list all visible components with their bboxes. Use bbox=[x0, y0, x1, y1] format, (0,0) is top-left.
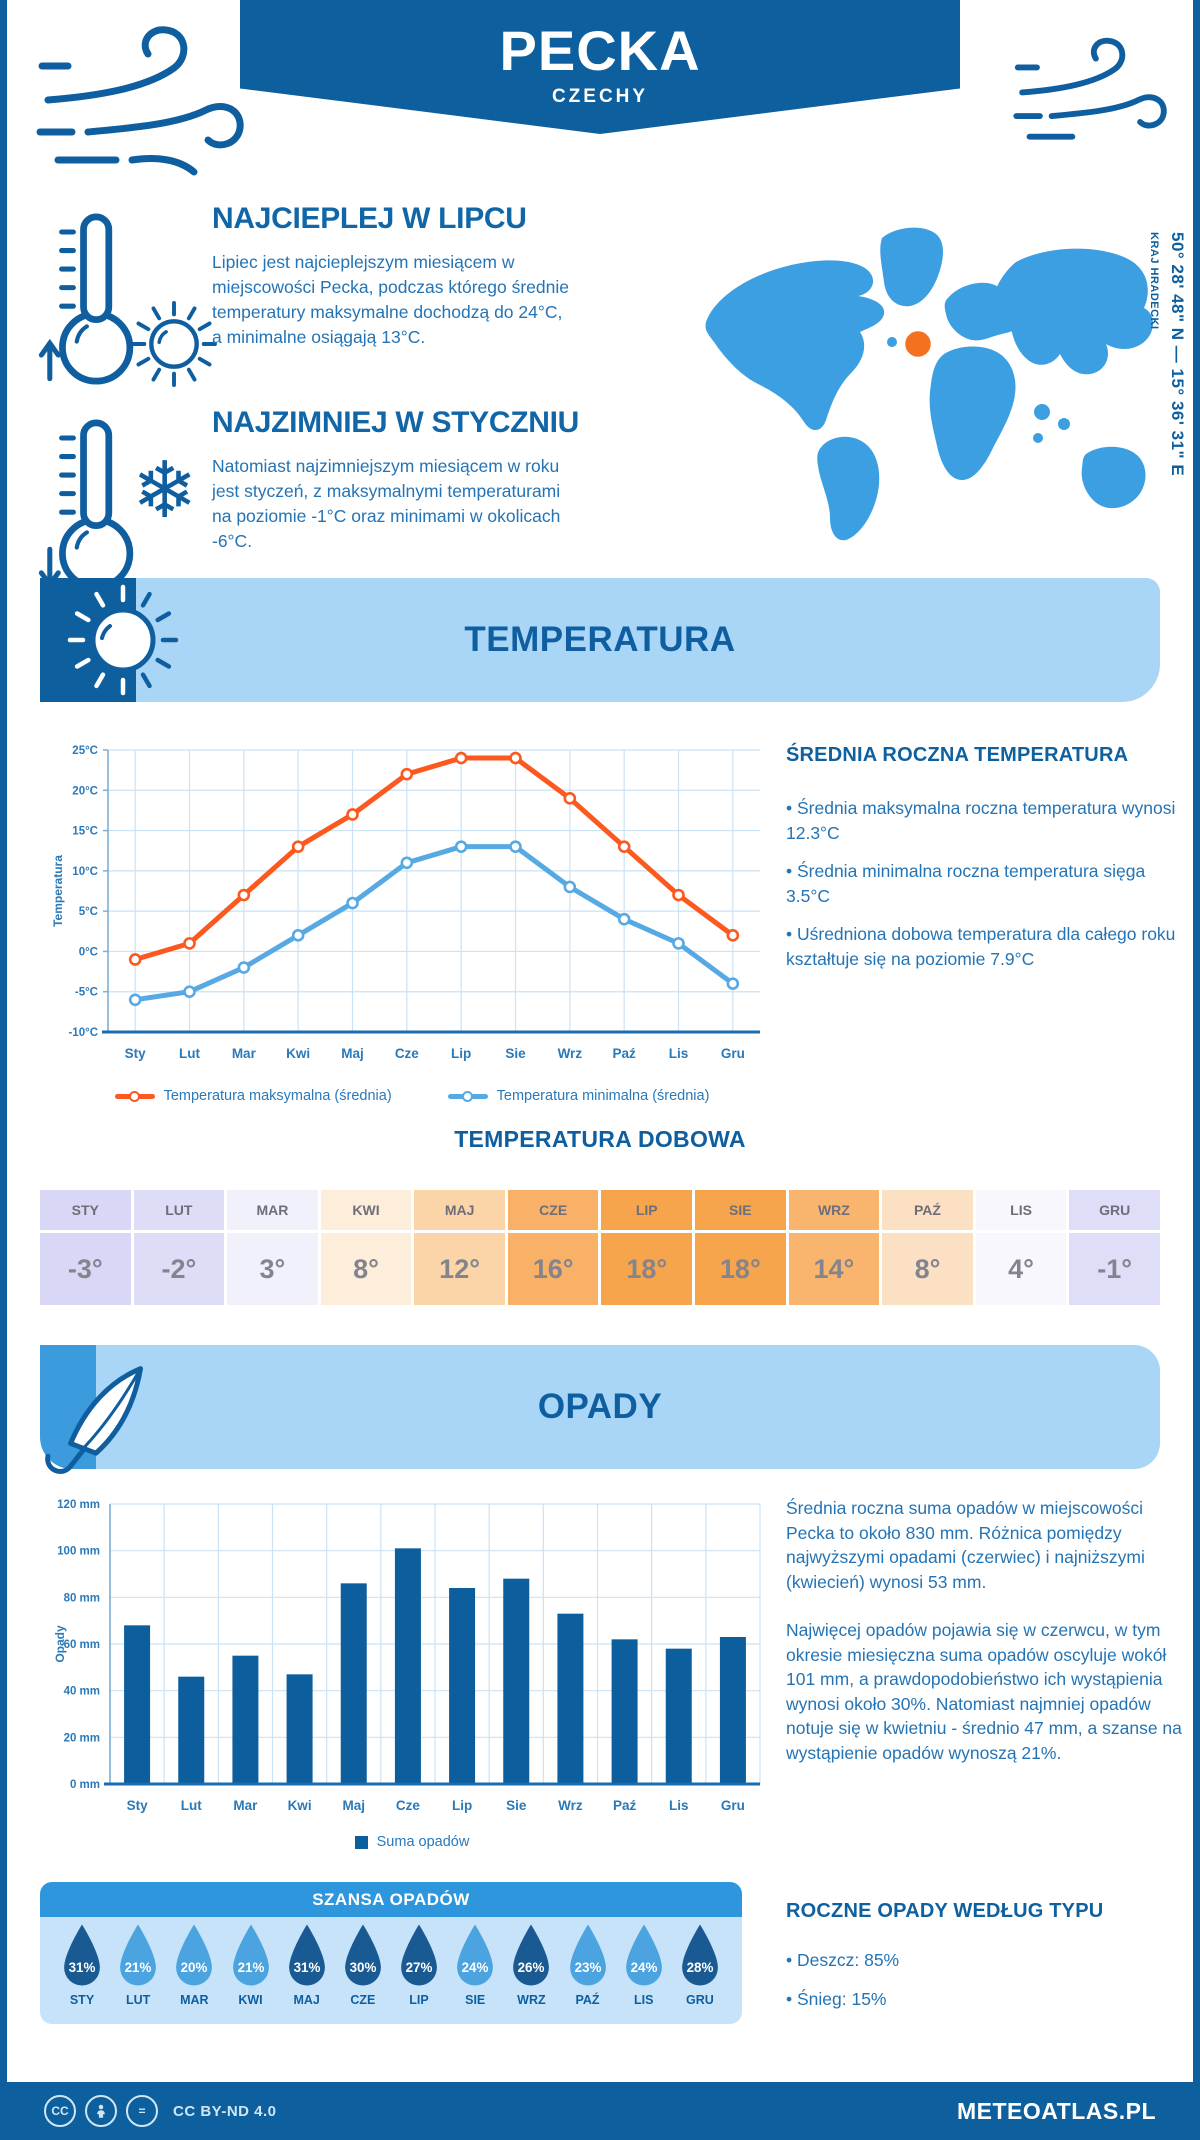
rain-chance-drop bbox=[505, 1923, 557, 2024]
coldest-text: Natomiast najzimniejszym miesiącem w roku jest styczeń, z maksymalnymi temperaturami na poziomie -1°C oraz minimami w okolicach -6°C. bbox=[212, 456, 561, 551]
svg-text:Lip: Lip bbox=[451, 1798, 473, 1813]
legend-max-label: Temperatura maksymalna (średnia) bbox=[163, 1088, 392, 1104]
svg-text:Kwi: Kwi bbox=[287, 1798, 312, 1813]
rain-chance-month: STY bbox=[69, 1993, 95, 2007]
svg-text:27%: 27% bbox=[405, 1960, 433, 1976]
precip-types-bullets bbox=[786, 1934, 1182, 2011]
rain-chance-month: CZE bbox=[350, 1993, 376, 2007]
legend-item-min bbox=[448, 1088, 710, 1104]
daily-temp-month: GRU bbox=[1069, 1190, 1160, 1230]
raindrop-icon bbox=[58, 1923, 106, 1990]
daily-temp-month: LUT bbox=[134, 1190, 225, 1230]
rain-chance-drop bbox=[168, 1923, 220, 2024]
svg-text:Gru: Gru bbox=[720, 1046, 745, 1061]
svg-text:Maj: Maj bbox=[342, 1798, 366, 1813]
svg-text:Paź: Paź bbox=[612, 1798, 637, 1813]
daily-temp-month: LIS bbox=[976, 1190, 1067, 1230]
legend-precip-label: Suma opadów bbox=[376, 1834, 470, 1850]
daily-temp-column bbox=[882, 1190, 973, 1305]
daily-temp-column bbox=[601, 1190, 692, 1305]
svg-text:10°C: 10°C bbox=[72, 865, 98, 878]
page-subtitle: CZECHY bbox=[551, 86, 649, 107]
legend-swatch bbox=[355, 1836, 368, 1849]
site-name: METEOATLAS.PL bbox=[956, 2097, 1156, 2124]
daily-temp-column bbox=[1069, 1190, 1160, 1305]
svg-text:Sie: Sie bbox=[505, 1046, 526, 1061]
legend-item-max bbox=[115, 1088, 392, 1104]
svg-text:Lis: Lis bbox=[668, 1046, 689, 1061]
svg-text:Lis: Lis bbox=[668, 1798, 689, 1813]
daily-temp-value: -3° bbox=[40, 1233, 131, 1305]
annual-temp-bullets bbox=[786, 782, 1178, 971]
page-title: PECKA bbox=[499, 19, 701, 82]
svg-text:24%: 24% bbox=[461, 1960, 489, 1976]
rain-chance-drop bbox=[393, 1923, 445, 2024]
wind-icon bbox=[26, 14, 254, 182]
warmest-text: Lipiec jest najcieplejszym miesiącem w miejscowości Pecka, podczas którego średnie temperatury maksymalne dochodzą do 24°C, a minimalne osiągają 13°C. bbox=[212, 252, 569, 347]
daily-temp-month: MAJ bbox=[414, 1190, 505, 1230]
svg-text:Cze: Cze bbox=[395, 1798, 420, 1813]
precipitation-chart-legend bbox=[60, 1834, 764, 1850]
rain-chance-drop bbox=[449, 1923, 501, 2024]
daily-temp-month: WRZ bbox=[789, 1190, 880, 1230]
daily-temp-month: CZE bbox=[508, 1190, 599, 1230]
svg-text:Wrz: Wrz bbox=[557, 1046, 583, 1061]
raindrop-icon bbox=[114, 1923, 162, 1990]
region-text: KRAJ HRADECKI bbox=[1148, 232, 1160, 330]
annual-temp-bullet: • Uśredniona dobowa temperatura dla całego roku kształtuje się na poziomie 7.9°C bbox=[786, 924, 1176, 969]
daily-temp-value: 4° bbox=[976, 1233, 1067, 1305]
page-border-left bbox=[0, 0, 7, 2140]
rain-chance-body bbox=[40, 1917, 742, 2024]
legend-min-label: Temperatura minimalna (średnia) bbox=[496, 1088, 710, 1104]
daily-temp-value: 16° bbox=[508, 1233, 599, 1305]
snowflake-icon: ❄ bbox=[132, 446, 198, 536]
precip-paragraph-2: Najwięcej opadów pojawia się w czerwcu, w tym okresie miesięczna suma opadów oscyluje wokół 101 mm, a prawdopodobieństwo ich wystąpienia wynosi około 30%. Natomiast najmniej opadów notuje się w kwietniu - średnio 47 mm, a szanse na wystąpienie opadów wynoszą 21%. bbox=[786, 1620, 1182, 1763]
svg-text:0°C: 0°C bbox=[78, 946, 98, 959]
cc-icon: CC bbox=[44, 2095, 76, 2127]
svg-text:Mar: Mar bbox=[231, 1046, 256, 1061]
svg-text:60 mm: 60 mm bbox=[63, 1639, 100, 1651]
daily-temp-table bbox=[40, 1190, 1160, 1305]
raindrop-icon bbox=[507, 1923, 555, 1990]
svg-text:100 mm: 100 mm bbox=[57, 1545, 100, 1558]
daily-temp-column bbox=[508, 1190, 599, 1305]
rain-chance-title: SZANSA OPADÓW bbox=[40, 1882, 742, 1917]
sun-icon bbox=[126, 296, 222, 392]
svg-text:Wrz: Wrz bbox=[558, 1798, 583, 1813]
svg-text:Sty: Sty bbox=[124, 1046, 146, 1061]
daily-temp-column bbox=[40, 1190, 131, 1305]
daily-temp-heading: TEMPERATURA DOBOWA bbox=[454, 1126, 746, 1152]
daily-temp-column bbox=[134, 1190, 225, 1305]
daily-temp-value: 12° bbox=[414, 1233, 505, 1305]
precipitation-bar-chart bbox=[48, 1492, 772, 1824]
precip-text-block bbox=[786, 1496, 1182, 1765]
rain-chance-drop bbox=[112, 1923, 164, 2024]
daily-temp-month: LIP bbox=[601, 1190, 692, 1230]
annual-temp-bullet: • Średnia maksymalna roczna temperatura wynosi 12.3°C bbox=[786, 798, 1176, 843]
precip-type-snow: • Śnieg: 15% bbox=[786, 1988, 887, 2009]
raindrop-icon bbox=[283, 1923, 331, 1990]
daily-temp-column bbox=[227, 1190, 318, 1305]
svg-text:Paź: Paź bbox=[612, 1046, 636, 1061]
daily-temp-month: MAR bbox=[227, 1190, 318, 1230]
raindrop-icon bbox=[170, 1923, 218, 1990]
daily-temp-value: 18° bbox=[695, 1233, 786, 1305]
svg-text:21%: 21% bbox=[124, 1960, 152, 1976]
daily-temp-value: 8° bbox=[882, 1233, 973, 1305]
svg-text:31%: 31% bbox=[68, 1960, 96, 1976]
daily-temp-month: SIE bbox=[695, 1190, 786, 1230]
daily-temp-value: 3° bbox=[227, 1233, 318, 1305]
svg-text:Opady: Opady bbox=[53, 1625, 67, 1663]
rain-chance-month: KWI bbox=[238, 1993, 263, 2007]
license-group bbox=[44, 2095, 277, 2127]
svg-text:120 mm: 120 mm bbox=[57, 1499, 100, 1511]
svg-text:20 mm: 20 mm bbox=[63, 1732, 100, 1745]
rain-chance-month: GRU bbox=[686, 1993, 714, 2007]
precip-type-rain: • Deszcz: 85% bbox=[786, 1950, 900, 1970]
daily-temp-value: 14° bbox=[789, 1233, 880, 1305]
svg-text:20°C: 20°C bbox=[72, 785, 98, 798]
daily-temp-column bbox=[321, 1190, 412, 1305]
raindrop-icon bbox=[451, 1923, 499, 1990]
rain-chance-drop bbox=[562, 1923, 614, 2024]
svg-text:5°C: 5°C bbox=[78, 906, 98, 919]
svg-text:Lut: Lut bbox=[179, 1046, 200, 1061]
svg-text:-5°C: -5°C bbox=[74, 986, 98, 999]
svg-text:Mar: Mar bbox=[233, 1798, 258, 1813]
footer-bar bbox=[0, 2082, 1200, 2140]
rain-chance-month: LIP bbox=[409, 1993, 429, 2007]
daily-temp-value: 18° bbox=[601, 1233, 692, 1305]
daily-temp-value: 8° bbox=[321, 1233, 412, 1305]
rain-chance-drop bbox=[56, 1923, 108, 2024]
rain-chance-panel bbox=[40, 1882, 742, 2024]
annual-temp-title: ŚREDNIA ROCZNA TEMPERATURA bbox=[786, 744, 1129, 766]
cc-attribution-icon bbox=[85, 2095, 117, 2127]
svg-text:Cze: Cze bbox=[394, 1046, 419, 1061]
svg-text:Maj: Maj bbox=[341, 1046, 364, 1061]
annual-temp-bullet: • Średnia minimalna roczna temperatura sięga 3.5°C bbox=[786, 861, 1146, 906]
svg-text:23%: 23% bbox=[574, 1960, 601, 1976]
daily-temp-month: PAŹ bbox=[882, 1190, 973, 1230]
svg-text:Lip: Lip bbox=[451, 1046, 472, 1061]
raindrop-icon bbox=[620, 1923, 668, 1990]
location-marker bbox=[903, 329, 933, 359]
raindrop-icon bbox=[339, 1923, 387, 1990]
rain-chance-month: LIS bbox=[633, 1993, 654, 2007]
svg-text:Sie: Sie bbox=[506, 1798, 527, 1813]
raindrop-icon bbox=[564, 1923, 612, 1990]
precip-types-title: ROCZNE OPADY WEDŁUG TYPU bbox=[786, 1900, 1104, 1922]
coordinates-block bbox=[1148, 232, 1187, 592]
svg-text:0 mm: 0 mm bbox=[69, 1779, 100, 1791]
coldest-title: NAJZIMNIEJ W STYCZNIU bbox=[212, 406, 580, 439]
rain-chance-drop bbox=[618, 1923, 670, 2024]
rain-chance-month: MAR bbox=[180, 1993, 209, 2007]
coordinates-text: 50° 28' 48" N — 15° 36' 31" E bbox=[1168, 232, 1187, 477]
svg-text:-10°C: -10°C bbox=[68, 1027, 98, 1039]
precipitation-banner-title: OPADY bbox=[537, 1387, 663, 1426]
rain-chance-month: LUT bbox=[126, 1993, 151, 2007]
daily-temp-month: KWI bbox=[321, 1190, 412, 1230]
daily-temp-value: -2° bbox=[134, 1233, 225, 1305]
rain-chance-drop bbox=[225, 1923, 277, 2024]
legend-min-marker bbox=[448, 1094, 488, 1099]
daily-temp-column bbox=[695, 1190, 786, 1305]
precip-paragraph-1: Średnia roczna suma opadów w miejscowości Pecka to około 830 mm. Różnica pomiędzy najwyższymi opadami (czerwiec) i najniższymi (kwiecień) wynosi 53 mm. bbox=[786, 1498, 1145, 1592]
daily-temp-month: STY bbox=[40, 1190, 131, 1230]
temperature-line-chart bbox=[48, 740, 772, 1088]
svg-text:26%: 26% bbox=[517, 1960, 545, 1976]
license-label: CC BY-ND 4.0 bbox=[173, 2102, 277, 2120]
svg-text:Gru: Gru bbox=[720, 1798, 745, 1813]
rain-chance-month: WRZ bbox=[517, 1993, 546, 2007]
page-border-right bbox=[1193, 0, 1200, 2140]
rain-chance-drop bbox=[281, 1923, 333, 2024]
svg-text:31%: 31% bbox=[293, 1960, 321, 1976]
warmest-title: NAJCIEPLEJ W LIPCU bbox=[212, 202, 527, 235]
svg-text:24%: 24% bbox=[630, 1960, 658, 1976]
rain-chance-month: SIE bbox=[465, 1993, 486, 2007]
cc-nd-icon: = bbox=[126, 2095, 158, 2127]
svg-text:Lut: Lut bbox=[180, 1798, 202, 1813]
svg-text:Sty: Sty bbox=[126, 1798, 148, 1813]
temperature-banner-title: TEMPERATURA bbox=[464, 620, 736, 659]
svg-text:25°C: 25°C bbox=[72, 745, 98, 757]
legend-max-marker bbox=[115, 1094, 155, 1099]
svg-text:21%: 21% bbox=[237, 1960, 264, 1976]
wind-icon bbox=[1006, 22, 1174, 160]
daily-temp-value: -1° bbox=[1069, 1233, 1160, 1305]
svg-text:15°C: 15°C bbox=[72, 825, 98, 838]
svg-text:80 mm: 80 mm bbox=[63, 1592, 100, 1605]
rain-chance-month: PAŹ bbox=[575, 1993, 600, 2007]
svg-text:Kwi: Kwi bbox=[286, 1046, 311, 1061]
raindrop-icon bbox=[395, 1923, 443, 1990]
svg-text:Temperatura: Temperatura bbox=[51, 855, 65, 927]
daily-temp-column bbox=[789, 1190, 880, 1305]
raindrop-icon bbox=[676, 1923, 724, 1990]
svg-text:40 mm: 40 mm bbox=[63, 1685, 100, 1698]
rain-chance-drop bbox=[337, 1923, 389, 2024]
svg-text:20%: 20% bbox=[180, 1960, 208, 1976]
rain-chance-drop bbox=[674, 1923, 726, 2024]
svg-text:30%: 30% bbox=[349, 1960, 377, 1976]
temperature-chart-legend bbox=[60, 1088, 764, 1104]
rain-chance-month: MAJ bbox=[293, 1993, 320, 2007]
svg-text:28%: 28% bbox=[686, 1960, 714, 1976]
world-map bbox=[686, 202, 1160, 564]
daily-temp-column bbox=[414, 1190, 505, 1305]
daily-temp-column bbox=[976, 1190, 1067, 1305]
raindrop-icon bbox=[227, 1923, 275, 1990]
